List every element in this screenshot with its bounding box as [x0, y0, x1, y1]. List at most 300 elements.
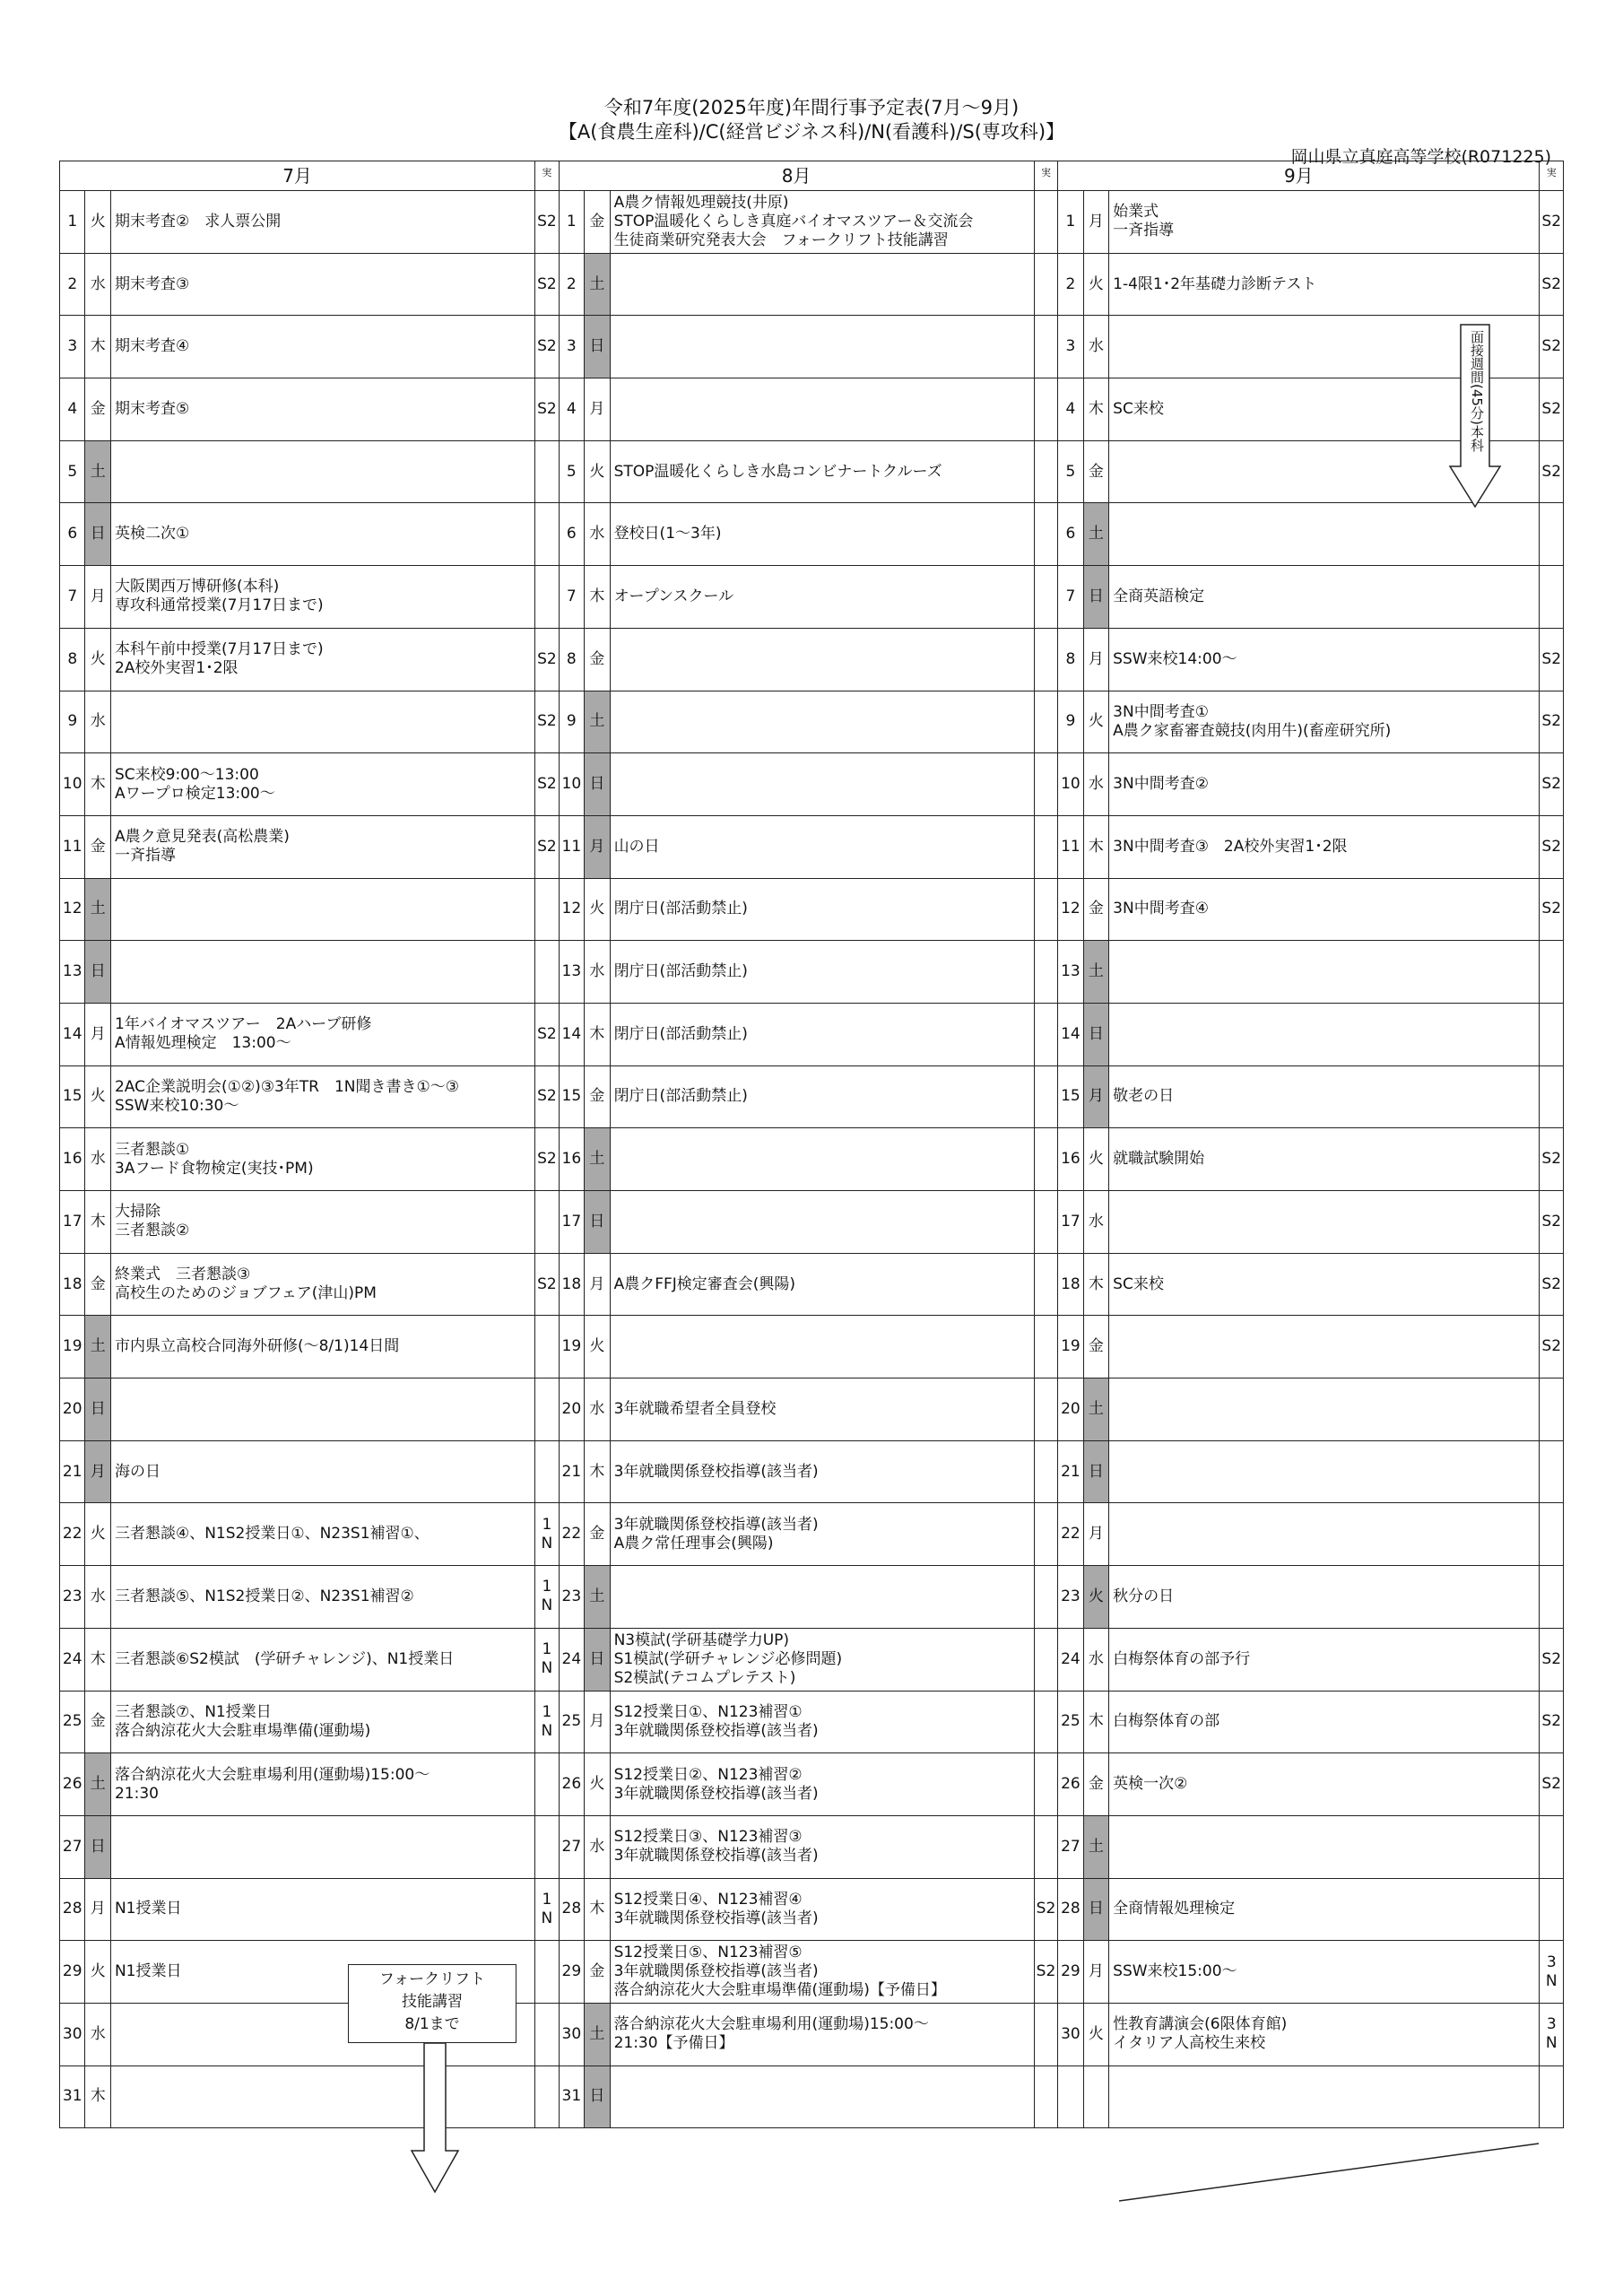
jitsu-mark: S2 — [1540, 1191, 1564, 1254]
school-name: 岡山県立真庭高等学校(R071225) — [1290, 147, 1551, 167]
day-number: 17 — [60, 1191, 85, 1254]
jitsu-mark — [1034, 1691, 1057, 1753]
calendar-row — [60, 941, 1564, 1004]
weekday: 月 — [1083, 1941, 1108, 2004]
day-number: 19 — [60, 1316, 85, 1378]
jitsu-mark — [535, 1941, 559, 2004]
day-number: 12 — [559, 878, 584, 941]
weekday: 日 — [1083, 566, 1108, 629]
jitsu-mark — [1034, 628, 1057, 691]
calendar-row — [60, 691, 1564, 753]
day-number: 25 — [1058, 1691, 1083, 1753]
event-text: A農ク情報処理競技(井原) STOP温暖化くらしき真庭バイオマスツアー＆交流会 生徒商業研究発表大会 フォークリフト技能講習 — [610, 191, 1034, 254]
event-text: N3模試(学研基礎学力UP) S1模試(学研チャレンジ必修問題) S2模試(テコムプレテスト) — [610, 1628, 1034, 1691]
jitsu-mark — [1034, 1191, 1057, 1254]
event-text — [610, 316, 1034, 378]
day-number: 17 — [559, 1191, 584, 1254]
calendar-row — [60, 753, 1564, 816]
unused-day-slash — [1119, 2142, 1541, 2203]
day-number: 27 — [559, 1815, 584, 1878]
calendar-row — [60, 1691, 1564, 1753]
jitsu-mark — [1034, 2066, 1057, 2128]
event-text: 全商英語検定 — [1109, 566, 1540, 629]
jitsu-mark — [1540, 1815, 1564, 1878]
jitsu-mark: S2 — [1540, 815, 1564, 878]
weekday: 水 — [585, 1378, 610, 1441]
jitsu-mark: S2 — [535, 691, 559, 753]
day-number: 29 — [559, 1941, 584, 2004]
event-text: 英検二次① — [110, 503, 534, 566]
jitsu-mark — [535, 2066, 559, 2128]
weekday: 金 — [585, 1503, 610, 1566]
jitsu-mark: S2 — [1540, 191, 1564, 254]
weekday: 月 — [1083, 628, 1108, 691]
weekday: 火 — [585, 1753, 610, 1816]
weekday: 土 — [585, 253, 610, 316]
day-number: 1 — [559, 191, 584, 254]
event-text: 白梅祭体育の部予行 — [1109, 1628, 1540, 1691]
jitsu-mark: S2 — [1034, 1941, 1057, 2004]
calendar-row — [60, 1316, 1564, 1378]
calendar-row — [60, 1378, 1564, 1441]
jitsu-mark: S2 — [535, 378, 559, 441]
calendar-row — [60, 1440, 1564, 1503]
weekday: 火 — [1083, 691, 1108, 753]
weekday: 水 — [85, 253, 110, 316]
event-text: 全商情報処理検定 — [1109, 1878, 1540, 1941]
calendar-row — [60, 1003, 1564, 1065]
event-text — [610, 378, 1034, 441]
calendar-row — [60, 253, 1564, 316]
day-number: 19 — [559, 1316, 584, 1378]
event-text — [1109, 941, 1540, 1004]
weekday: 水 — [1083, 753, 1108, 816]
weekday: 金 — [1083, 440, 1108, 503]
jitsu-mark: S2 — [1540, 253, 1564, 316]
calendar-row — [60, 1503, 1564, 1566]
weekday: 火 — [85, 1065, 110, 1128]
day-number: 14 — [559, 1003, 584, 1065]
jitsu-mark: S2 — [1540, 1316, 1564, 1378]
calendar-row — [60, 1191, 1564, 1254]
calendar-row — [60, 1878, 1564, 1941]
event-text — [610, 1316, 1034, 1378]
jitsu-mark — [1034, 316, 1057, 378]
day-number: 4 — [559, 378, 584, 441]
weekday: 木 — [1083, 378, 1108, 441]
weekday: 火 — [85, 1503, 110, 1566]
jitsu-mark: S2 — [1540, 1253, 1564, 1316]
jitsu-mark — [1034, 2003, 1057, 2066]
event-text: 白梅祭体育の部 — [1109, 1691, 1540, 1753]
day-number: 4 — [60, 378, 85, 441]
event-text — [610, 628, 1034, 691]
day-number: 26 — [1058, 1753, 1083, 1816]
jitsu-mark — [1034, 753, 1057, 816]
jitsu-mark: S2 — [1540, 1128, 1564, 1191]
day-number: 2 — [559, 253, 584, 316]
event-text — [110, 941, 534, 1004]
day-number: 3 — [1058, 316, 1083, 378]
day-number: 23 — [60, 1566, 85, 1629]
calendar-row — [60, 1566, 1564, 1629]
weekday: 木 — [585, 1003, 610, 1065]
jitsu-mark: S2 — [1540, 753, 1564, 816]
event-text — [610, 1191, 1034, 1254]
day-number: 10 — [60, 753, 85, 816]
day-number: 18 — [60, 1253, 85, 1316]
jitsu-mark: S2 — [535, 191, 559, 254]
day-number: 26 — [559, 1753, 584, 1816]
weekday: 金 — [585, 628, 610, 691]
weekday: 木 — [585, 1440, 610, 1503]
jitsu-header: 実 — [535, 161, 559, 191]
day-number: 6 — [1058, 503, 1083, 566]
day-number: 28 — [559, 1878, 584, 1941]
day-number: 20 — [60, 1378, 85, 1441]
event-text: SSW来校14:00～ — [1109, 628, 1540, 691]
jitsu-mark — [1034, 1440, 1057, 1503]
weekday: 土 — [1083, 1378, 1108, 1441]
day-number: 2 — [1058, 253, 1083, 316]
jitsu-mark: S2 — [1540, 378, 1564, 441]
event-text: 2AC企業説明会(①②)③3年TR 1N聞き書き①～③ SSW来校10:30～ — [110, 1065, 534, 1128]
weekday: 木 — [85, 2066, 110, 2128]
jitsu-mark — [1540, 1378, 1564, 1441]
weekday: 土 — [85, 878, 110, 941]
jitsu-mark: S2 — [1540, 628, 1564, 691]
event-text — [1109, 503, 1540, 566]
jitsu-mark — [1034, 191, 1057, 254]
event-text — [110, 1815, 534, 1878]
jitsu-mark — [1540, 1566, 1564, 1629]
weekday: 金 — [85, 815, 110, 878]
jitsu-mark — [1034, 1503, 1057, 1566]
day-number: 28 — [60, 1878, 85, 1941]
weekday: 土 — [585, 1566, 610, 1629]
day-number: 8 — [559, 628, 584, 691]
jitsu-mark — [535, 1316, 559, 1378]
event-text: 1年バイオマスツアー 2Aハーブ研修 A情報処理検定 13:00～ — [110, 1003, 534, 1065]
day-number: 24 — [559, 1628, 584, 1691]
jitsu-mark — [1540, 1440, 1564, 1503]
event-text: S12授業日①、N123補習① 3年就職関係登校指導(該当者) — [610, 1691, 1034, 1753]
event-text — [610, 253, 1034, 316]
event-text — [1109, 2066, 1540, 2128]
event-text: 1-4限1･2年基礎力診断テスト — [1109, 253, 1540, 316]
weekday: 火 — [85, 1941, 110, 2004]
event-text: 三者懇談④、N1S2授業日①、N23S1補習①、 — [110, 1503, 534, 1566]
weekday: 土 — [85, 1316, 110, 1378]
weekday: 月 — [85, 1003, 110, 1065]
event-text: 始業式 一斉指導 — [1109, 191, 1540, 254]
day-number: 4 — [1058, 378, 1083, 441]
day-number: 7 — [60, 566, 85, 629]
weekday: 火 — [1083, 253, 1108, 316]
weekday: 日 — [585, 1191, 610, 1254]
calendar-row — [60, 1128, 1564, 1191]
day-number: 17 — [1058, 1191, 1083, 1254]
weekday: 月 — [585, 1691, 610, 1753]
page-subtitle: 【A(食農生産科)/C(経営ビジネス科)/N(看護科)/S(専攻科)】 — [558, 121, 1065, 143]
event-text — [610, 1128, 1034, 1191]
jitsu-mark: S2 — [535, 253, 559, 316]
jitsu-mark — [535, 1753, 559, 1816]
jitsu-mark: S2 — [1540, 691, 1564, 753]
weekday: 木 — [1083, 1253, 1108, 1316]
month-header-jul: 7月 — [60, 161, 535, 191]
calendar-row — [60, 1941, 1564, 2004]
day-number: 9 — [60, 691, 85, 753]
event-text: 閉庁日(部活動禁止) — [610, 941, 1034, 1004]
day-number: 20 — [559, 1378, 584, 1441]
day-number: 3 — [559, 316, 584, 378]
weekday: 日 — [1083, 1440, 1108, 1503]
event-text: 就職試験開始 — [1109, 1128, 1540, 1191]
event-text: SSW来校15:00～ — [1109, 1941, 1540, 2004]
day-number: 22 — [60, 1503, 85, 1566]
day-number: 30 — [60, 2003, 85, 2066]
jitsu-mark: S2 — [1540, 1691, 1564, 1753]
event-text: S12授業日④、N123補習④ 3年就職関係登校指導(該当者) — [610, 1878, 1034, 1941]
day-number: 16 — [60, 1128, 85, 1191]
event-text: 3年就職希望者全員登校 — [610, 1378, 1034, 1441]
jitsu-mark: S2 — [1540, 1628, 1564, 1691]
calendar-header — [60, 161, 1564, 191]
interview-week-note: 面接週間(45分)本科 — [1469, 330, 1485, 452]
event-text: 3年就職関係登校指導(該当者) A農ク常任理事会(興陽) — [610, 1503, 1034, 1566]
weekday: 金 — [85, 1253, 110, 1316]
event-text: 市内県立高校合同海外研修(～8/1)14日間 — [110, 1316, 534, 1378]
month-header-sep: 9月 — [1058, 161, 1540, 191]
jitsu-mark — [535, 2003, 559, 2066]
day-number: 16 — [1058, 1128, 1083, 1191]
calendar-row — [60, 815, 1564, 878]
weekday: 木 — [585, 1878, 610, 1941]
event-text — [610, 691, 1034, 753]
weekday: 金 — [585, 1065, 610, 1128]
jitsu-mark: S2 — [535, 316, 559, 378]
weekday: 火 — [85, 628, 110, 691]
weekday: 土 — [585, 1128, 610, 1191]
event-text: 三者懇談① 3Aフード食物検定(実技･PM) — [110, 1128, 534, 1191]
day-number: 14 — [60, 1003, 85, 1065]
day-number: 11 — [1058, 815, 1083, 878]
jitsu-mark: S2 — [535, 628, 559, 691]
jitsu-mark: 1 N — [535, 1503, 559, 1566]
jitsu-mark — [1540, 2066, 1564, 2128]
jitsu-mark — [535, 566, 559, 629]
weekday: 月 — [85, 1878, 110, 1941]
day-number: 6 — [60, 503, 85, 566]
day-number: 3 — [60, 316, 85, 378]
day-number: 30 — [559, 2003, 584, 2066]
jitsu-mark — [1034, 1815, 1057, 1878]
day-number: 15 — [1058, 1065, 1083, 1128]
jitsu-mark — [1034, 878, 1057, 941]
calendar-row — [60, 1628, 1564, 1691]
jitsu-mark — [1540, 566, 1564, 629]
event-text: 登校日(1～3年) — [610, 503, 1034, 566]
jitsu-mark — [1540, 1003, 1564, 1065]
jitsu-mark — [1540, 1878, 1564, 1941]
weekday: 日 — [1083, 1878, 1108, 1941]
day-number: 13 — [559, 941, 584, 1004]
jitsu-mark: 1 N — [535, 1566, 559, 1629]
day-number — [1058, 2066, 1083, 2128]
weekday: 火 — [1083, 1128, 1108, 1191]
calendar-row — [60, 1253, 1564, 1316]
jitsu-mark: S2 — [535, 1128, 559, 1191]
day-number: 14 — [1058, 1003, 1083, 1065]
weekday: 土 — [585, 691, 610, 753]
calendar-row — [60, 316, 1564, 378]
jitsu-mark — [535, 1191, 559, 1254]
event-text: 三者懇談⑥S2模試 (学研チャレンジ)、N1授業日 — [110, 1628, 534, 1691]
weekday: 金 — [1083, 878, 1108, 941]
event-text: 閉庁日(部活動禁止) — [610, 1065, 1034, 1128]
event-text: 閉庁日(部活動禁止) — [610, 878, 1034, 941]
event-text — [110, 878, 534, 941]
jitsu-mark — [535, 941, 559, 1004]
day-number: 9 — [1058, 691, 1083, 753]
event-text — [1109, 1316, 1540, 1378]
event-text — [1109, 1503, 1540, 1566]
weekday — [1083, 2066, 1108, 2128]
event-text: SC来校 — [1109, 378, 1540, 441]
day-number: 11 — [60, 815, 85, 878]
event-text — [610, 2066, 1034, 2128]
event-text: 3年就職関係登校指導(該当者) — [610, 1440, 1034, 1503]
event-text: 本科午前中授業(7月17日まで) 2A校外実習1･2限 — [110, 628, 534, 691]
weekday: 水 — [1083, 1191, 1108, 1254]
day-number: 23 — [559, 1566, 584, 1629]
calendar-table — [59, 161, 1564, 2128]
weekday: 日 — [585, 753, 610, 816]
weekday: 木 — [85, 753, 110, 816]
day-number: 20 — [1058, 1378, 1083, 1441]
day-number: 1 — [60, 191, 85, 254]
weekday: 木 — [85, 1628, 110, 1691]
day-number: 19 — [1058, 1316, 1083, 1378]
jitsu-mark: 3 N — [1540, 2003, 1564, 2066]
day-number: 27 — [60, 1815, 85, 1878]
jitsu-mark — [1034, 1128, 1057, 1191]
weekday: 水 — [1083, 316, 1108, 378]
weekday: 金 — [1083, 1753, 1108, 1816]
weekday: 土 — [85, 1753, 110, 1816]
day-number: 5 — [1058, 440, 1083, 503]
day-number: 30 — [1058, 2003, 1083, 2066]
day-number: 25 — [60, 1691, 85, 1753]
event-text: 3N中間考査② — [1109, 753, 1540, 816]
day-number: 22 — [1058, 1503, 1083, 1566]
day-number: 10 — [559, 753, 584, 816]
jitsu-mark: S2 — [1540, 1753, 1564, 1816]
weekday: 木 — [85, 1191, 110, 1254]
day-number: 16 — [559, 1128, 584, 1191]
event-text: オープンスクール — [610, 566, 1034, 629]
jitsu-mark: 1 N — [535, 1691, 559, 1753]
jitsu-mark — [535, 1815, 559, 1878]
calendar-row — [60, 503, 1564, 566]
event-text: 英検一次② — [1109, 1753, 1540, 1816]
event-text: 海の日 — [110, 1440, 534, 1503]
event-text: 三者懇談⑦、N1授業日 落合納涼花火大会駐車場準備(運動場) — [110, 1691, 534, 1753]
event-text: 期末考査⑤ — [110, 378, 534, 441]
event-text: 3N中間考査① A農ク家畜審査競技(肉用牛)(畜産研究所) — [1109, 691, 1540, 753]
jitsu-mark: 1 N — [535, 1878, 559, 1941]
month-header-aug: 8月 — [559, 161, 1034, 191]
jitsu-mark: S2 — [535, 1065, 559, 1128]
event-text: 大掃除 三者懇談② — [110, 1191, 534, 1254]
jitsu-mark — [535, 503, 559, 566]
weekday: 火 — [585, 1316, 610, 1378]
event-text: 期末考査④ — [110, 316, 534, 378]
day-number: 23 — [1058, 1566, 1083, 1629]
day-number: 6 — [559, 503, 584, 566]
jitsu-mark — [1540, 941, 1564, 1004]
weekday: 金 — [85, 1691, 110, 1753]
day-number: 9 — [559, 691, 584, 753]
day-number: 11 — [559, 815, 584, 878]
day-number: 21 — [559, 1440, 584, 1503]
jitsu-header: 実 — [1034, 161, 1057, 191]
day-number: 18 — [559, 1253, 584, 1316]
event-text: S12授業日③、N123補習③ 3年就職関係登校指導(該当者) — [610, 1815, 1034, 1878]
event-text: N1授業日 — [110, 1941, 534, 2004]
calendar-row — [60, 1815, 1564, 1878]
day-number: 31 — [559, 2066, 584, 2128]
weekday: 月 — [585, 378, 610, 441]
jitsu-mark — [1034, 566, 1057, 629]
calendar-row — [60, 440, 1564, 503]
day-number: 13 — [1058, 941, 1083, 1004]
event-text: N1授業日 — [110, 1878, 534, 1941]
jitsu-mark: S2 — [535, 815, 559, 878]
jitsu-mark — [1034, 815, 1057, 878]
forklift-note-text: フォークリフト 技能講習 8/1まで — [378, 1970, 486, 2033]
weekday: 火 — [1083, 1566, 1108, 1629]
jitsu-mark — [1034, 691, 1057, 753]
day-number: 18 — [1058, 1253, 1083, 1316]
event-text: 期末考査③ — [110, 253, 534, 316]
event-text — [1109, 1440, 1540, 1503]
weekday: 土 — [585, 2003, 610, 2066]
jitsu-mark — [1540, 1065, 1564, 1128]
weekday: 火 — [585, 878, 610, 941]
event-text: 3N中間考査④ — [1109, 878, 1540, 941]
event-text — [1109, 1003, 1540, 1065]
day-number: 25 — [559, 1691, 584, 1753]
weekday: 土 — [1083, 1815, 1108, 1878]
calendar-body — [60, 191, 1564, 2128]
weekday: 水 — [1083, 1628, 1108, 1691]
jitsu-mark: 1 N — [535, 1628, 559, 1691]
weekday: 水 — [85, 2003, 110, 2066]
jitsu-mark: S2 — [1540, 878, 1564, 941]
day-number: 21 — [1058, 1440, 1083, 1503]
event-text: 落合納涼花火大会駐車場利用(運動場)15:00～ 21:30 — [110, 1753, 534, 1816]
weekday: 金 — [1083, 1316, 1108, 1378]
event-text — [110, 2066, 534, 2128]
event-text — [1109, 1378, 1540, 1441]
event-text: 三者懇談⑤、N1S2授業日②、N23S1補習② — [110, 1566, 534, 1629]
weekday: 金 — [585, 191, 610, 254]
weekday: 火 — [85, 191, 110, 254]
calendar-row — [60, 2003, 1564, 2066]
day-number: 5 — [60, 440, 85, 503]
